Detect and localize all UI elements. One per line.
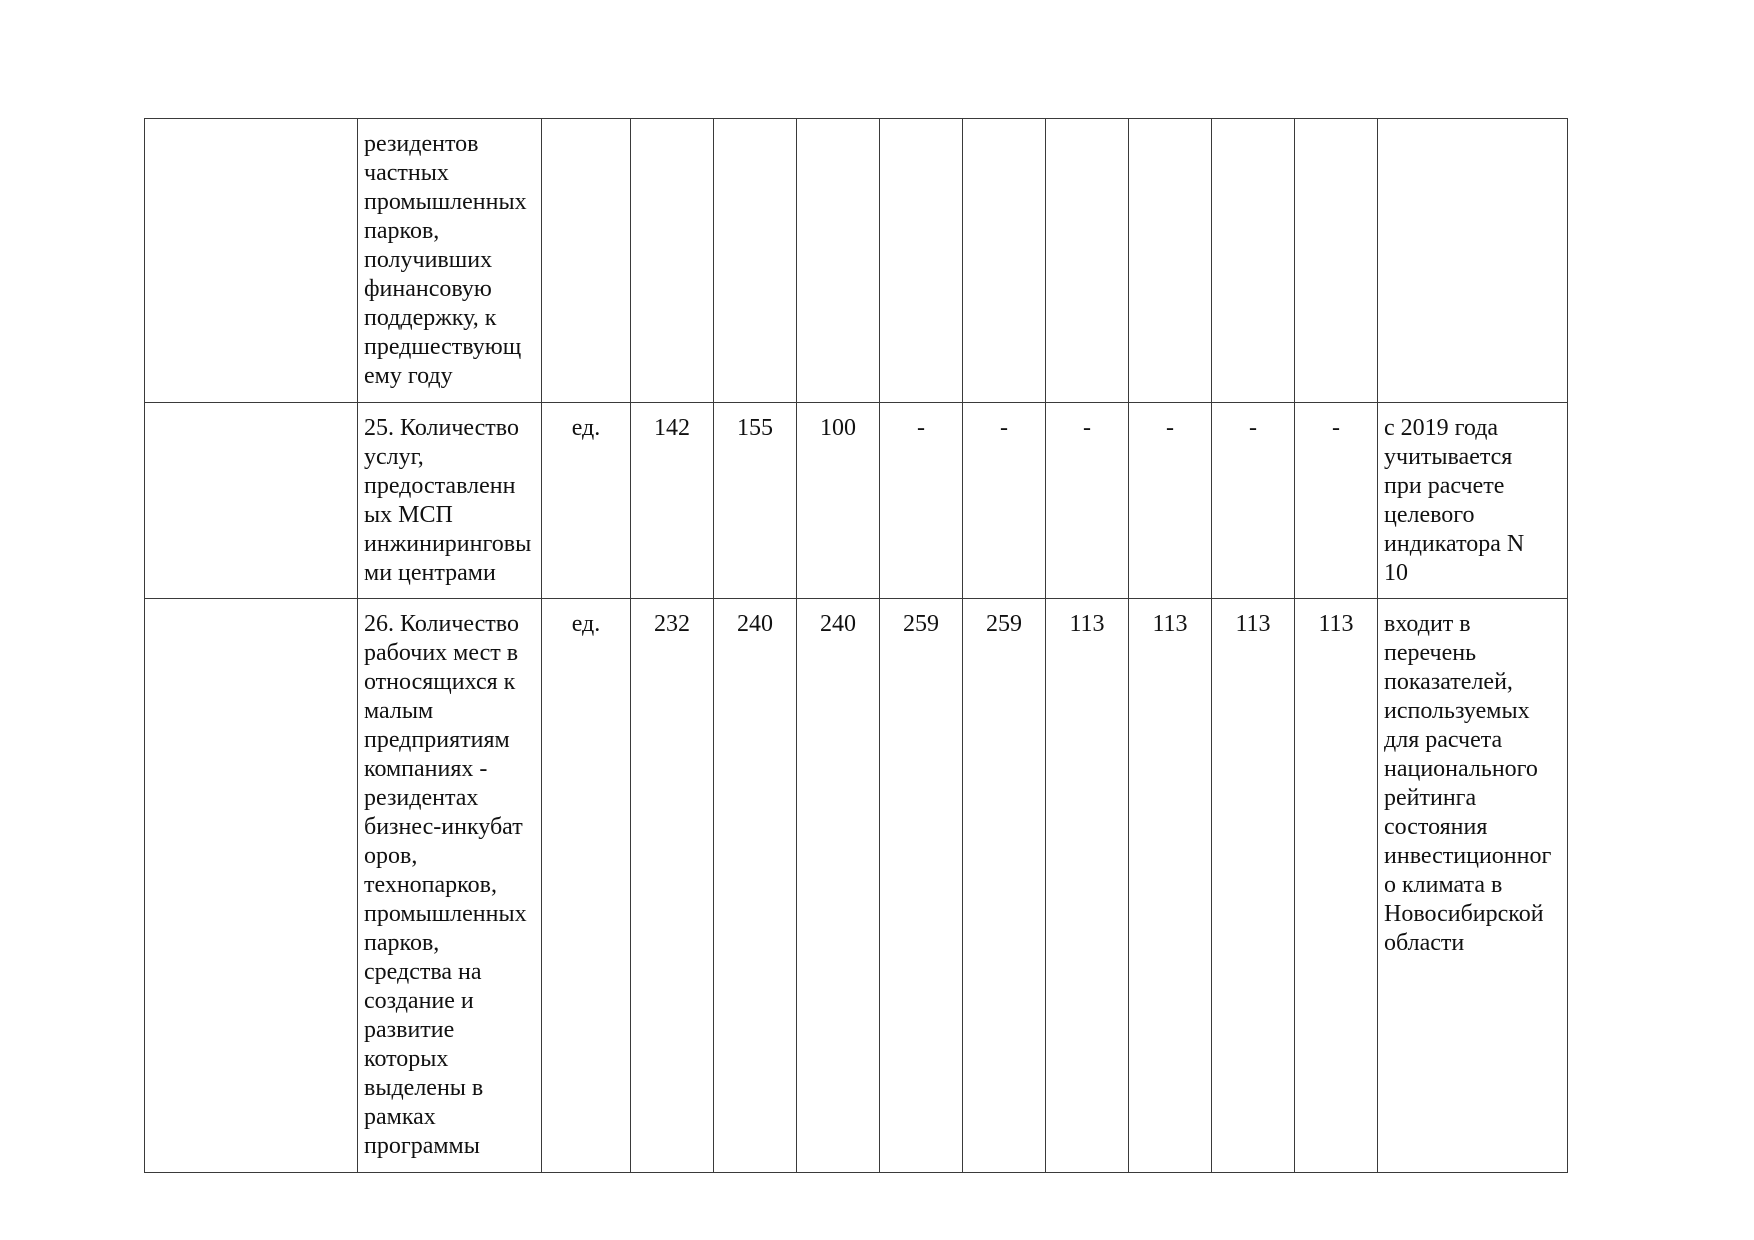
indicator-name-line: компаниях - [364,756,488,782]
value-cell: 113 [1129,599,1212,1173]
indicator-name-line: средства на [364,959,482,985]
note-line: индикатора N [1384,531,1525,557]
note-cell [1378,403,1568,599]
indicators-table [144,118,1568,1173]
table-row [145,403,1568,599]
indicator-name-line: бизнес-инкубат [364,814,523,840]
value-cell: - [1212,403,1295,599]
value-cell: 113 [1046,599,1129,1173]
value-cell: 113 [1212,599,1295,1173]
indicator-name-line: парков, [364,930,440,956]
note-cell [1378,119,1568,403]
indicator-name-line: предшествующ [364,334,522,360]
value-cell: 232 [631,599,714,1173]
note-line: национального [1384,756,1538,782]
value-cell: - [1295,403,1378,599]
indicator-name-line: программы [364,1133,480,1159]
indicator-name-line: получивших [364,247,493,273]
unit-cell: ед. [542,599,631,1173]
indicator-name-cell [358,599,542,1173]
note-line: рейтинга [1384,785,1477,811]
note-cell [1378,599,1568,1173]
indicator-name-line: резидентов [364,131,479,157]
value-cell: 155 [714,403,797,599]
value-cell [1212,119,1295,403]
indicator-name-line: ых МСП [364,502,453,528]
indicator-name-line: оров, [364,843,418,869]
indicator-name-line: промышленных [364,901,527,927]
indicator-name-line: относящихся к [364,669,516,695]
indicator-name-line: поддержку, к [364,305,497,331]
indicator-name-line: ему году [364,363,453,389]
note-line: инвестиционног [1384,843,1552,869]
section-cell [145,403,358,599]
value-cell [714,119,797,403]
indicator-name-line: ми центрами [364,560,496,586]
table-row [145,599,1568,1173]
value-cell [1046,119,1129,403]
note-line: для расчета [1384,727,1503,753]
value-cell: - [880,403,963,599]
value-cell: 240 [797,599,880,1173]
note-line: входит в [1384,611,1471,637]
note-line: используемых [1384,698,1530,724]
unit-cell [542,119,631,403]
section-cell [145,599,358,1173]
indicator-name-line: которых [364,1046,449,1072]
value-cell [1295,119,1378,403]
indicator-name-line: развитие [364,1017,455,1043]
indicator-name-line: услуг, [364,444,424,470]
indicator-name-line: технопарков, [364,872,497,898]
value-cell: 142 [631,403,714,599]
unit-cell: ед. [542,403,631,599]
note-line: целевого [1384,502,1475,528]
note-line: о климата в [1384,872,1503,898]
value-cell [1129,119,1212,403]
note-line: состояния [1384,814,1488,840]
note-line: учитывается [1384,444,1513,470]
table-row [145,119,1568,403]
value-cell: 100 [797,403,880,599]
indicator-name-line: предприятиям [364,727,510,753]
value-cell [963,119,1046,403]
value-cell: - [963,403,1046,599]
value-cell [631,119,714,403]
note-line: Новосибирской [1384,901,1544,927]
indicator-name-line: парков, [364,218,440,244]
indicator-name-line: промышленных [364,189,527,215]
value-cell: 259 [963,599,1046,1173]
indicator-name-line: 25. Количество [364,415,519,441]
value-cell: 259 [880,599,963,1173]
indicator-name-line: выделены в [364,1075,484,1101]
value-cell: - [1129,403,1212,599]
indicator-name-line: инжиниринговы [364,531,532,557]
indicator-name-line: создание и [364,988,474,1014]
indicator-name-cell [358,403,542,599]
value-cell [797,119,880,403]
indicator-name-line: предоставленн [364,473,516,499]
indicator-name-line: финансовую [364,276,492,302]
indicator-name-line: частных [364,160,449,186]
section-cell [145,119,358,403]
indicator-name-line: 26. Количество [364,611,519,637]
indicator-name-cell [358,119,542,403]
note-line: перечень [1384,640,1477,666]
value-cell [880,119,963,403]
note-line: области [1384,930,1465,956]
indicator-name-line: резидентах [364,785,479,811]
note-line: 10 [1384,560,1408,586]
value-cell: - [1046,403,1129,599]
indicator-name-line: малым [364,698,434,724]
note-line: при расчете [1384,473,1505,499]
note-line: с 2019 года [1384,415,1499,441]
indicator-name-line: рабочих мест в [364,640,519,666]
value-cell: 113 [1295,599,1378,1173]
indicator-name-line: рамках [364,1104,436,1130]
note-line: показателей, [1384,669,1513,695]
value-cell: 240 [714,599,797,1173]
